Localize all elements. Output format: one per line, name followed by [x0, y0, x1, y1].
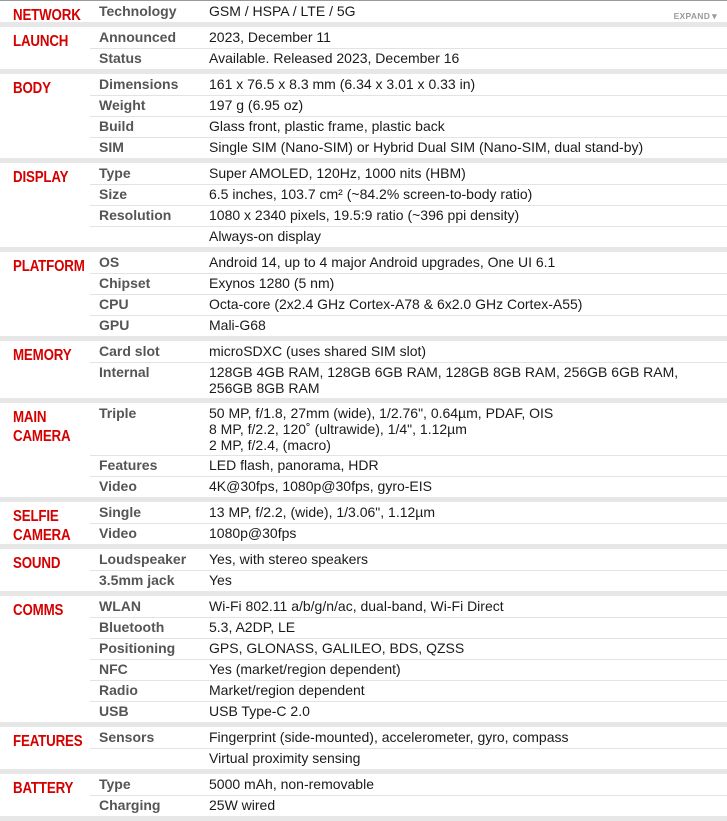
spec-label[interactable]: Dimensions: [99, 76, 179, 92]
spec-label[interactable]: Triple: [99, 405, 137, 421]
spec-value-line: Glass front, plastic frame, plastic back: [209, 118, 445, 134]
spec-value-line: 2 MP, f/2.4, (macro): [209, 437, 331, 453]
spec-row: [0, 659, 727, 680]
spec-value: [209, 163, 719, 184]
spec-row: [0, 502, 727, 523]
spec-value-line: 5.3, A2DP, LE: [209, 619, 296, 635]
spec-value: [209, 362, 719, 398]
spec-row: [0, 1, 727, 22]
spec-label[interactable]: Video: [99, 478, 137, 494]
spec-value: [209, 570, 719, 591]
spec-value-line: 128GB 4GB RAM, 128GB 6GB RAM, 128GB 8GB RAM, 256GB 6GB RAM, 256GB 8GB RAM: [209, 364, 679, 396]
spec-value: [209, 74, 719, 95]
spec-row: [0, 570, 727, 591]
spec-value-line: 197 g (6.95 oz): [209, 97, 304, 113]
spec-group: [0, 341, 727, 403]
spec-value-line: 4K@30fps, 1080p@30fps, gyro-EIS: [209, 478, 432, 494]
spec-label[interactable]: Loudspeaker: [99, 551, 187, 567]
spec-category-label: CAMERA: [13, 428, 71, 445]
spec-value-line: 6.5 inches, 103.7 cm² (~84.2% screen-to-body ratio): [209, 186, 533, 202]
spec-row: [0, 74, 727, 95]
spec-value-line: Yes: [209, 572, 232, 588]
spec-label[interactable]: Size: [99, 186, 128, 202]
spec-value-line: Wi-Fi 802.11 a/b/g/n/ac, dual-band, Wi-Fi Direct: [209, 598, 504, 614]
spec-value: [209, 205, 719, 226]
spec-value: [209, 116, 719, 137]
spec-row: [0, 95, 727, 116]
spec-value: [209, 727, 719, 748]
spec-row: [0, 680, 727, 701]
spec-category-label: MEMORY: [13, 347, 72, 364]
spec-row: [0, 137, 727, 158]
spec-group: [0, 549, 727, 596]
spec-value-line: GSM / HSPA / LTE / 5G: [209, 3, 356, 19]
spec-row: [0, 184, 727, 205]
spec-value: [209, 748, 719, 769]
spec-value-line: USB Type-C 2.0: [209, 703, 310, 719]
spec-value: [209, 638, 719, 659]
spec-category-label: SELFIE: [13, 508, 59, 525]
spec-label[interactable]: USB: [99, 703, 129, 719]
spec-row: [0, 226, 727, 247]
spec-category-label: CAMERA: [13, 527, 71, 544]
spec-label[interactable]: Chipset: [99, 275, 151, 291]
spec-value-line: 13 MP, f/2.2, (wide), 1/3.06", 1.12µm: [209, 504, 436, 520]
spec-value: [209, 273, 719, 294]
spec-label[interactable]: 3.5mm jack: [99, 572, 175, 588]
spec-row: [0, 549, 727, 570]
spec-label[interactable]: Charging: [99, 797, 161, 813]
spec-row: [0, 476, 727, 497]
spec-category-label: MAIN: [13, 409, 47, 426]
spec-category-label: DISPLAY: [13, 169, 69, 186]
spec-label[interactable]: [99, 748, 209, 769]
spec-value: [209, 596, 719, 617]
spec-value: [209, 403, 719, 455]
spec-value-line: Yes, with stereo speakers: [209, 551, 369, 567]
spec-value: [209, 315, 719, 336]
spec-value: [209, 137, 719, 158]
spec-label[interactable]: Status: [99, 50, 142, 66]
spec-value: [209, 680, 719, 701]
spec-value: [209, 27, 719, 48]
spec-value: [209, 1, 719, 22]
spec-row: [0, 252, 727, 273]
spec-value: [209, 48, 719, 69]
spec-label[interactable]: Build: [99, 118, 134, 134]
spec-row: [0, 596, 727, 617]
spec-row: [0, 727, 727, 748]
spec-value: [209, 184, 719, 205]
spec-category-label: COMMS: [13, 602, 64, 619]
spec-group: [0, 403, 727, 502]
spec-value-line: LED flash, panorama, HDR: [209, 457, 379, 473]
spec-label[interactable]: Radio: [99, 682, 138, 698]
spec-group: [0, 596, 727, 727]
spec-row: [0, 48, 727, 69]
spec-value-line: Virtual proximity sensing: [209, 750, 361, 766]
spec-label[interactable]: Features: [99, 457, 158, 473]
spec-value-line: 8 MP, f/2.2, 120˚ (ultrawide), 1/4", 1.12µm: [209, 421, 467, 437]
spec-value: [209, 476, 719, 497]
spec-category-label: BODY: [13, 80, 51, 97]
spec-value: [209, 341, 719, 362]
spec-row: [0, 163, 727, 184]
spec-value-line: Exynos 1280 (5 nm): [209, 275, 335, 291]
spec-label[interactable]: Resolution: [99, 207, 172, 223]
spec-category-label: LAUNCH: [13, 33, 69, 50]
spec-label[interactable]: Positioning: [99, 640, 176, 656]
spec-label[interactable]: SIM: [99, 139, 124, 155]
spec-label[interactable]: Announced: [99, 29, 176, 45]
spec-row: [0, 617, 727, 638]
spec-row: [0, 455, 727, 476]
spec-group: [0, 727, 727, 774]
spec-row: [0, 341, 727, 362]
spec-value-line: Android 14, up to 4 major Android upgrades, One UI 6.1: [209, 254, 556, 270]
spec-row: [0, 362, 727, 398]
spec-value: [209, 774, 719, 795]
spec-value: [209, 617, 719, 638]
chevron-down-icon: ▾: [712, 11, 717, 21]
spec-value-line: GPS, GLONASS, GALILEO, BDS, QZSS: [209, 640, 465, 656]
spec-group: [0, 774, 727, 821]
spec-value-line: Yes (market/region dependent): [209, 661, 401, 677]
spec-value: [209, 455, 719, 476]
spec-label[interactable]: Technology: [99, 3, 177, 19]
spec-label[interactable]: Internal: [99, 364, 150, 380]
spec-label[interactable]: GPU: [99, 317, 130, 333]
spec-group: [0, 27, 727, 74]
spec-value: [209, 795, 719, 816]
expand-label: EXPAND: [673, 11, 711, 21]
spec-group: [0, 0, 727, 27]
spec-value: [209, 549, 719, 570]
spec-value: [209, 502, 719, 523]
spec-value: [209, 659, 719, 680]
spec-row: [0, 294, 727, 315]
spec-value-line: 1080 x 2340 pixels, 19.5:9 ratio (~396 ppi density): [209, 207, 520, 223]
spec-group: [0, 163, 727, 252]
spec-category-label: NETWORK: [13, 7, 81, 24]
spec-group: [0, 252, 727, 341]
spec-row: [0, 638, 727, 659]
spec-group: [0, 74, 727, 163]
spec-row: [0, 774, 727, 795]
spec-value-line: Always-on display: [209, 228, 322, 244]
spec-row: [0, 795, 727, 816]
spec-row: [0, 315, 727, 336]
spec-label[interactable]: WLAN: [99, 598, 141, 614]
spec-row: [0, 205, 727, 226]
spec-value-line: Super AMOLED, 120Hz, 1000 nits (HBM): [209, 165, 466, 181]
spec-value-line: Market/region dependent: [209, 682, 365, 698]
spec-row: [0, 523, 727, 544]
spec-value-line: Fingerprint (side-mounted), accelerometer, gyro, compass: [209, 729, 569, 745]
spec-category-label: FEATURES: [13, 733, 83, 750]
spec-value-line: Available. Released 2023, December 16: [209, 50, 460, 66]
spec-label[interactable]: Weight: [99, 97, 146, 113]
spec-value-line: 1080p@30fps: [209, 525, 297, 541]
spec-label[interactable]: NFC: [99, 661, 128, 677]
spec-value-line: Mali-G68: [209, 317, 266, 333]
spec-label[interactable]: OS: [99, 254, 120, 270]
spec-value: [209, 294, 719, 315]
spec-row: [0, 701, 727, 722]
spec-group: [0, 502, 727, 549]
spec-value-line: microSDXC (uses shared SIM slot): [209, 343, 427, 359]
spec-row: [0, 27, 727, 48]
spec-value-line: 50 MP, f/1.8, 27mm (wide), 1/2.76", 0.64µm, PDAF, OIS: [209, 405, 554, 421]
spec-label[interactable]: [99, 226, 209, 247]
spec-label[interactable]: CPU: [99, 296, 129, 312]
spec-value: [209, 95, 719, 116]
spec-value-line: Single SIM (Nano-SIM) or Hybrid Dual SIM (Nano-SIM, dual stand-by): [209, 139, 644, 155]
spec-label[interactable]: Video: [99, 525, 137, 541]
spec-value: [209, 252, 719, 273]
spec-value-line: 161 x 76.5 x 8.3 mm (6.34 x 3.01 x 0.33 in): [209, 76, 476, 92]
spec-category-label: SOUND: [13, 555, 61, 572]
spec-label[interactable]: Type: [99, 165, 131, 181]
spec-category-label: BATTERY: [13, 780, 74, 797]
spec-value-line: 5000 mAh, non-removable: [209, 776, 374, 792]
spec-label[interactable]: Single: [99, 504, 142, 520]
spec-row: [0, 748, 727, 769]
spec-value: [209, 701, 719, 722]
spec-value: [209, 226, 719, 247]
spec-row: [0, 273, 727, 294]
spec-label[interactable]: Type: [99, 776, 131, 792]
spec-category-label: PLATFORM: [13, 258, 85, 275]
spec-row: [0, 403, 727, 455]
spec-value-line: Octa-core (2x2.4 GHz Cortex-A78 & 6x2.0 GHz Cortex-A55): [209, 296, 583, 312]
spec-label[interactable]: Sensors: [99, 729, 155, 745]
spec-label[interactable]: Bluetooth: [99, 619, 165, 635]
spec-value: [209, 523, 719, 544]
spec-row: [0, 116, 727, 137]
spec-value-line: 2023, December 11: [209, 29, 331, 45]
spec-label[interactable]: Card slot: [99, 343, 160, 359]
spec-value-line: 25W wired: [209, 797, 276, 813]
